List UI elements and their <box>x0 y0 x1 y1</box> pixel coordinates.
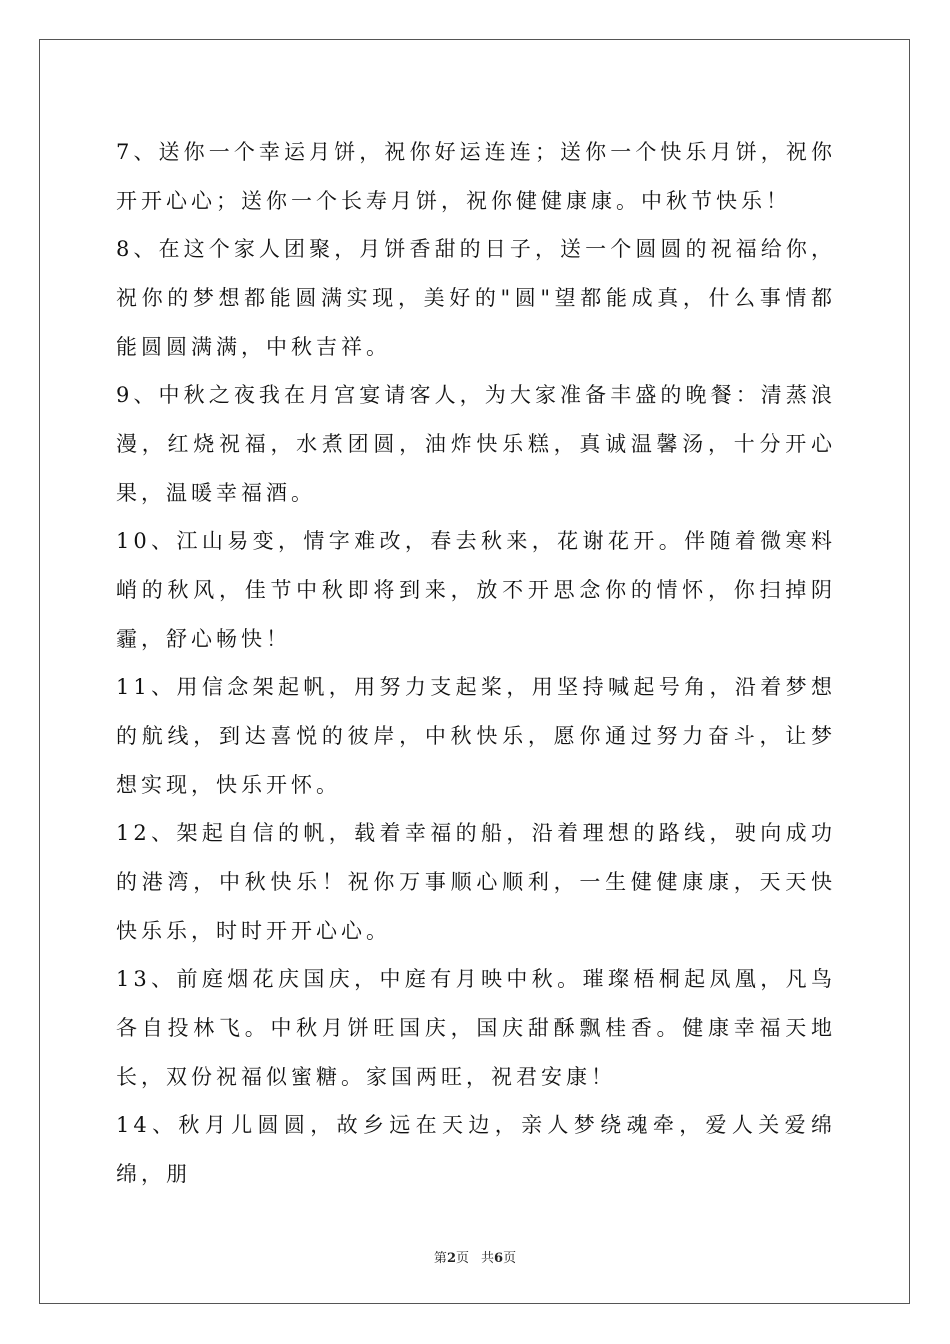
paragraph-10: 10、江山易变，情字难改，春去秋来，花谢花开。伴随着微寒料峭的秋风，佳节中秋即将到来，放不开思念你的情怀，你扫掉阴霾，舒心畅快！ <box>116 529 836 651</box>
paragraph-13: 13、前庭烟花庆国庆，中庭有月映中秋。璀璨梧桐起凤凰，凡鸟各自投林飞。中秋月饼旺国庆，国庆甜酥飘桂香。健康幸福天地长，双份祝福似蜜糖。家国两旺，祝君安康！ <box>116 967 836 1089</box>
total-prefix: 共 <box>481 1251 495 1266</box>
page-suffix: 页 <box>455 1251 469 1266</box>
document-body <box>116 128 836 1198</box>
total-page-number: 6 <box>494 1251 504 1266</box>
total-suffix: 页 <box>503 1251 517 1266</box>
page-prefix: 第 <box>433 1251 447 1266</box>
paragraph-14: 14、秋月儿圆圆，故乡远在天边，亲人梦绕魂牵，爱人关爱绵绵，朋 <box>116 1113 836 1186</box>
paragraph-8: 8、在这个家人团聚，月饼香甜的日子，送一个圆圆的祝福给你，祝你的梦想都能圆满实现，美好的"圆"望都能成真，什么事情都能圆圆满满，中秋吉祥。 <box>116 237 836 359</box>
paragraph-7: 7、送你一个幸运月饼，祝你好运连连；送你一个快乐月饼，祝你开开心心；送你一个长寿月饼，祝你健健康康。中秋节快乐！ <box>116 140 836 213</box>
page-footer <box>0 1247 950 1266</box>
current-page-number: 2 <box>446 1251 456 1266</box>
paragraph-11: 11、用信念架起帆，用努力支起桨，用坚持喊起号角，沿着梦想的航线，到达喜悦的彼岸，中秋快乐，愿你通过努力奋斗，让梦想实现，快乐开怀。 <box>116 675 836 797</box>
paragraph-12: 12、架起自信的帆，载着幸福的船，沿着理想的路线，驶向成功的港湾，中秋快乐！祝你万事顺心顺利，一生健健康康，天天快快乐乐，时时开开心心。 <box>116 821 836 943</box>
paragraph-9: 9、中秋之夜我在月宫宴请客人，为大家准备丰盛的晚餐：清蒸浪漫，红烧祝福，水煮团圆，油炸快乐糕，真诚温馨汤，十分开心果，温暖幸福酒。 <box>116 383 836 505</box>
